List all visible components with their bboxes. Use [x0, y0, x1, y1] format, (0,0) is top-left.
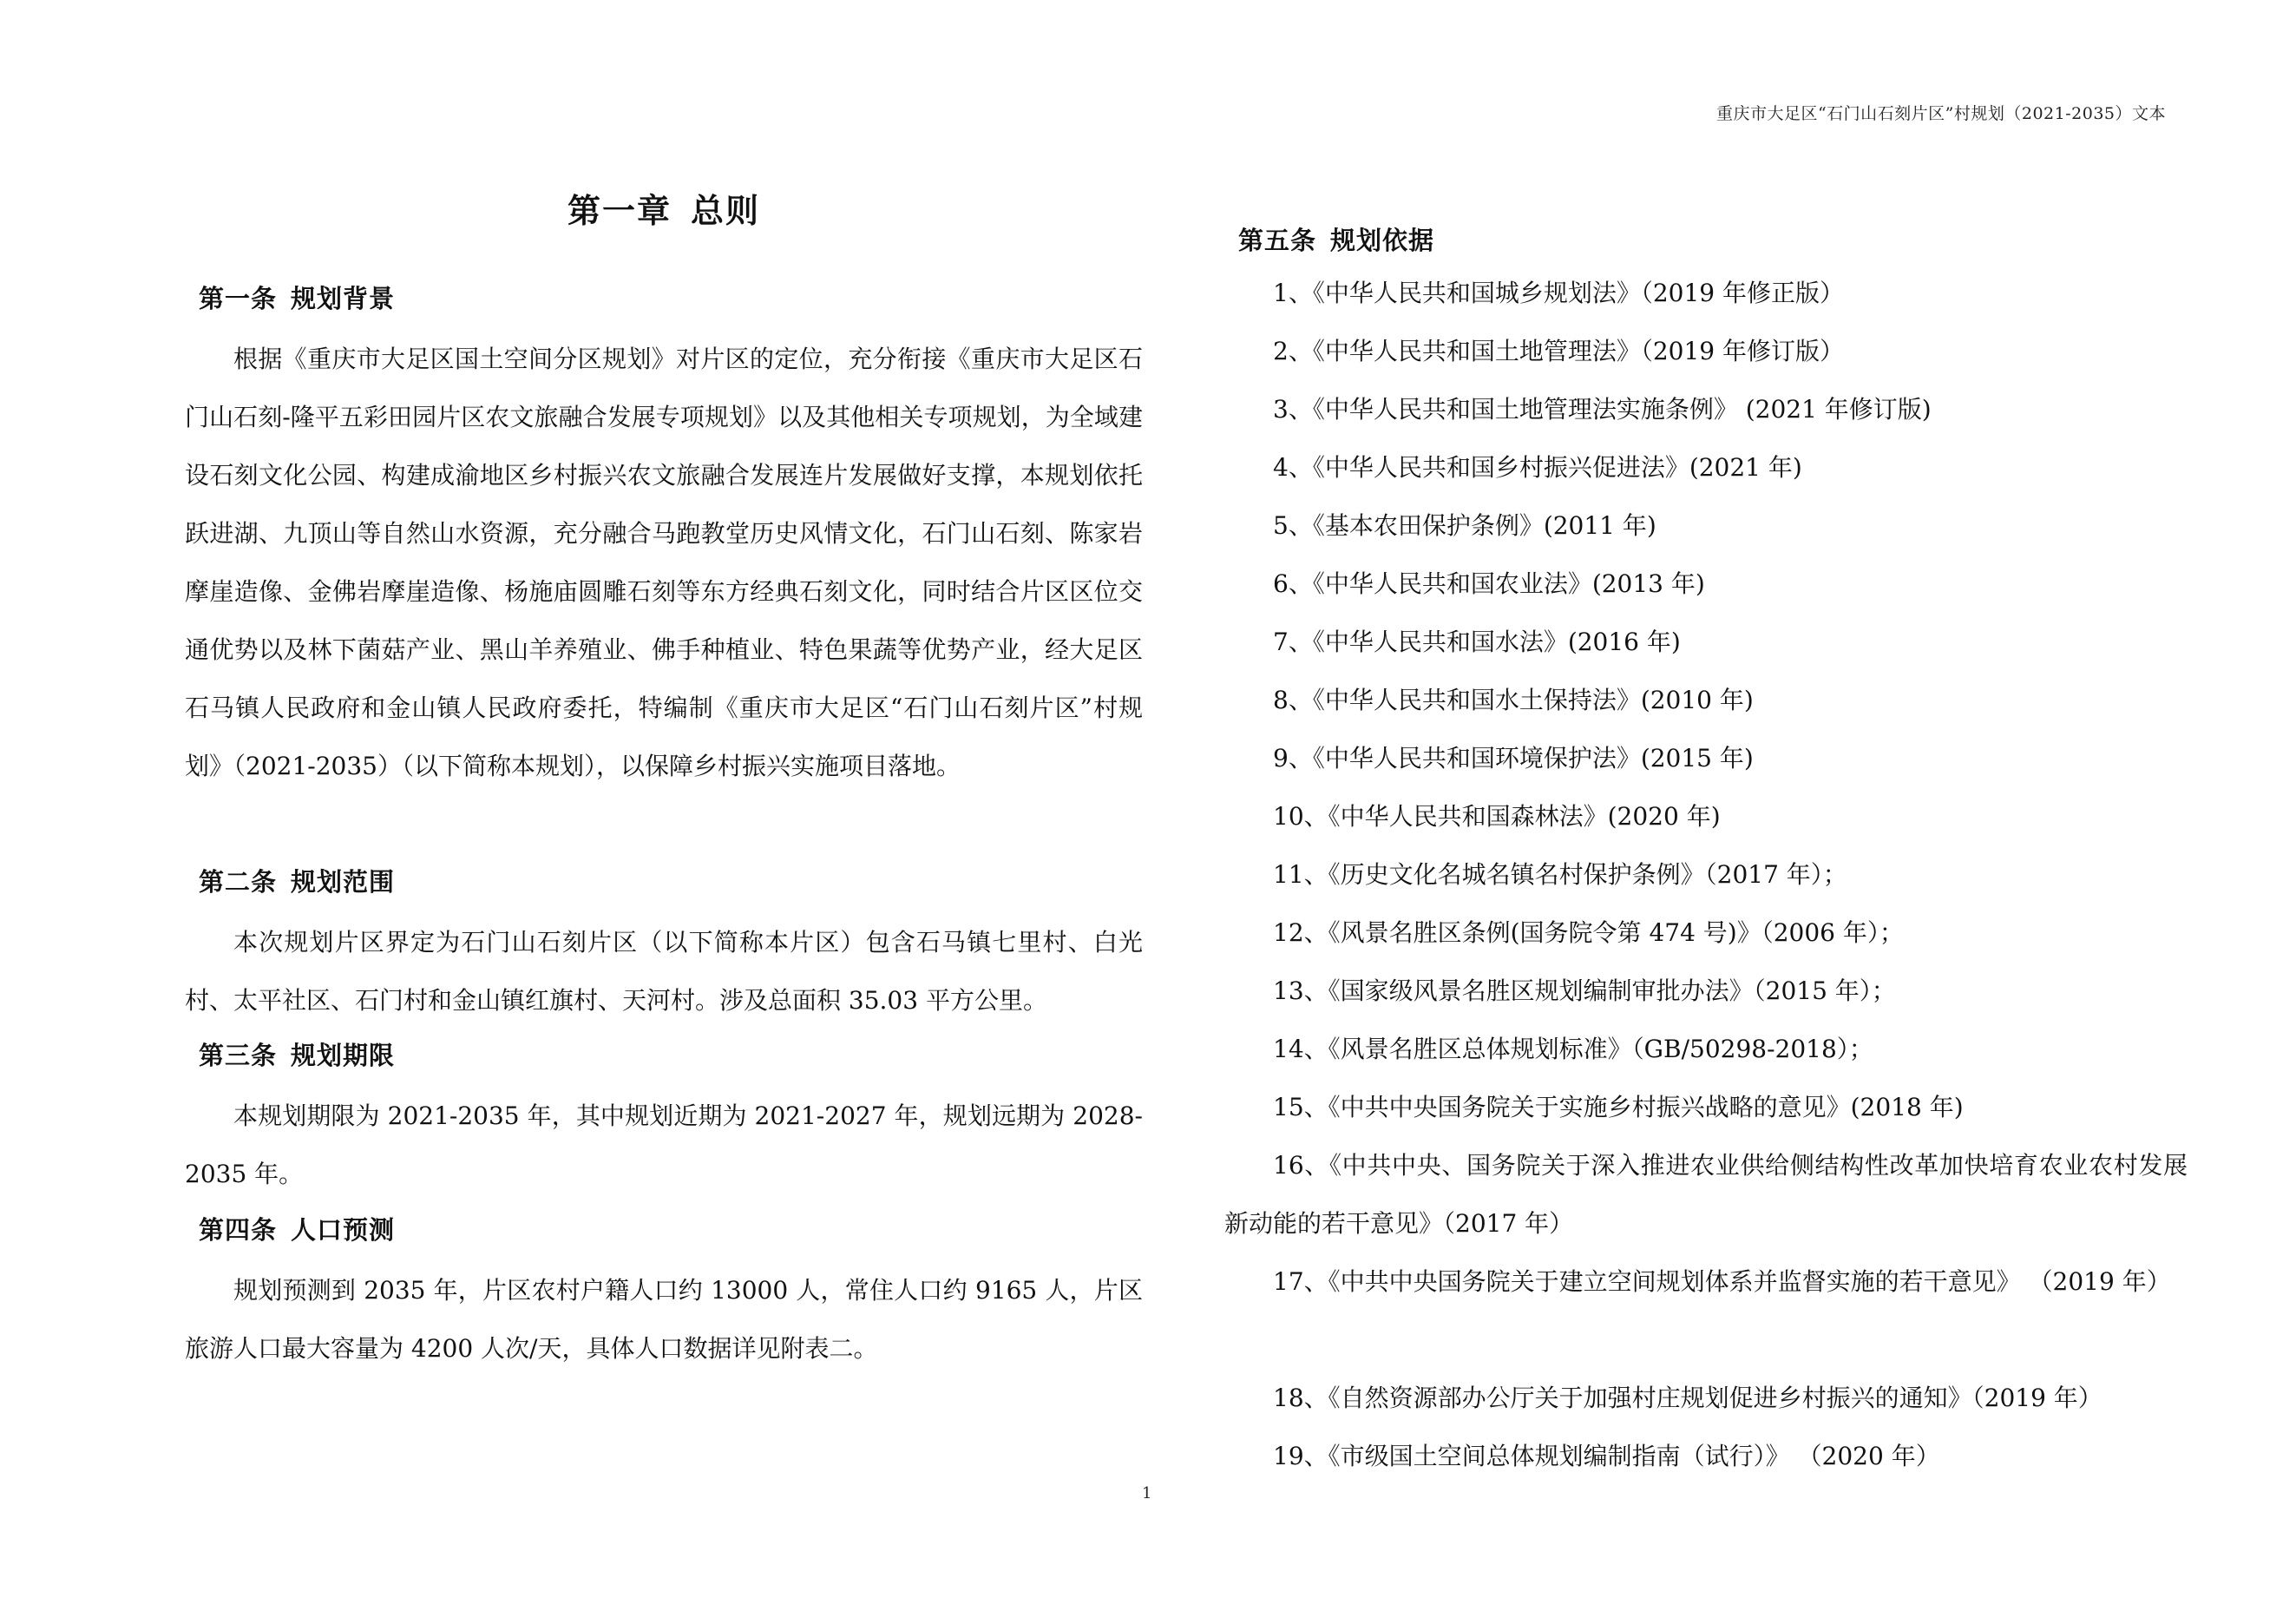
article-5-heading	[1238, 221, 1434, 257]
basis-item: 9、《中华人民共和国环境保护法》(2015 年)	[1273, 744, 1754, 773]
basis-item: 3、《中华人民共和国土地管理法实施条例》 (2021 年修订版)	[1273, 395, 1932, 424]
basis-item: 19、《市级国土空间总体规划编制指南（试行）》 （2020 年）	[1273, 1442, 1940, 1470]
basis-item: 5、《基本农田保护条例》(2011 年)	[1273, 511, 1656, 540]
basis-item: 4、《中华人民共和国乡村振兴促进法》(2021 年)	[1273, 453, 1802, 482]
basis-item: 14、《风景名胜区总体规划标准》（GB/50298-2018）；	[1273, 1035, 1873, 1063]
article-number: 第五条	[1238, 226, 1317, 255]
article-4-body: 规划预测到 2035 年，片区农村户籍人口约 13000 人，常住人口约 9165 人，片区旅游人口最大容量为 4200 人次/天，具体人口数据详见附表二。	[185, 1276, 1143, 1363]
article-title: 规划依据	[1330, 226, 1435, 255]
article-1-heading	[199, 279, 395, 315]
page-number: 1	[1142, 1484, 1152, 1502]
chapter-number: 第一章	[567, 192, 672, 230]
article-number: 第三条	[199, 1041, 278, 1070]
basis-item: 6、《中华人民共和国农业法》(2013 年)	[1273, 569, 1705, 598]
basis-item: 18、《自然资源部办公厅关于加强村庄规划促进乡村振兴的通知》（2019 年）	[1273, 1384, 2102, 1412]
article-title: 规划期限	[291, 1041, 396, 1070]
basis-item: 8、《中华人民共和国水土保持法》(2010 年)	[1273, 686, 1754, 714]
basis-item: 1、《中华人民共和国城乡规划法》（2019 年修正版）	[1273, 279, 1844, 307]
basis-item: 15、《中共中央国务院关于实施乡村振兴战略的意见》(2018 年)	[1273, 1093, 1964, 1121]
basis-item: 13、《国家级风景名胜区规划编制审批办法》（2015 年）；	[1273, 976, 1896, 1005]
basis-item: 11、《历史文化名城名镇名村保护条例》（2017 年）；	[1273, 860, 1847, 889]
article-number: 第二条	[199, 867, 278, 897]
basis-item: 17、《中共中央国务院关于建立空间规划体系并监督实施的若干意见》 （2019 年）	[1273, 1267, 2171, 1296]
chapter-title	[185, 184, 1143, 232]
basis-item: 2、《中华人民共和国土地管理法》（2019 年修订版）	[1273, 337, 1844, 365]
article-number: 第一条	[199, 284, 278, 313]
article-title: 规划范围	[291, 867, 396, 897]
article-4-heading	[199, 1211, 395, 1246]
basis-item: 12、《风景名胜区条例(国务院令第 474 号)》（2006 年）；	[1273, 918, 1904, 947]
article-2-heading	[199, 863, 395, 898]
article-title: 人口预测	[291, 1215, 396, 1245]
basis-item: 7、《中华人民共和国水法》(2016 年)	[1273, 628, 1681, 656]
article-number: 第四条	[199, 1215, 278, 1245]
article-1-body: 根据《重庆市大足区国土空间分区规划》对片区的定位，充分衔接《重庆市大足区石门山石刻-隆平五彩田园片区农文旅融合发展专项规划》以及其他相关专项规划，为全域建设石刻文化公园、构建成渝地区乡村振兴农文旅融合发展连片发展做好支撑，本规划依托跃进湖、九顶山等自然山水资源，充分融合马跑教堂历史风情文化，石门山石刻、陈家岩摩崖造像、金佛岩摩崖造像、杨施庙圆雕石刻等东方经典石刻文化，同时结合片区区位交通优势以及林下菌菇产业、黑山羊养殖业、佛手种植业、特色果蔬等优势产业，经大足区石马镇人民政府和金山镇人民政府委托，特编制《重庆市大足区“石门山石刻片区”村规划》（2021-2035）（以下简称本规划），以保障乡村振兴实施项目落地。	[185, 345, 1143, 780]
chapter-name: 总则	[691, 192, 761, 230]
basis-item: 16、《中共中央、国务院关于深入推进农业供给侧结构性改革加快培育农业农村发展新动能的若干意见》（2017 年）	[1224, 1151, 2188, 1238]
article-2-body: 本次规划片区界定为石门山石刻片区（以下简称本片区）包含石马镇七里村、白光村、太平社区、石门村和金山镇红旗村、天河村。涉及总面积 35.03 平方公里。	[185, 928, 1143, 1015]
article-3-body: 本规划期限为 2021-2035 年，其中规划近期为 2021-2027 年，规划远期为 2028-2035 年。	[185, 1101, 1143, 1188]
article-3-heading	[199, 1036, 395, 1072]
article-title: 规划背景	[291, 284, 396, 313]
running-header: 重庆市大足区“石门山石刻片区”村规划（2021-2035）文本	[1715, 104, 2166, 123]
basis-item: 10、《中华人民共和国森林法》(2020 年)	[1273, 802, 1721, 831]
